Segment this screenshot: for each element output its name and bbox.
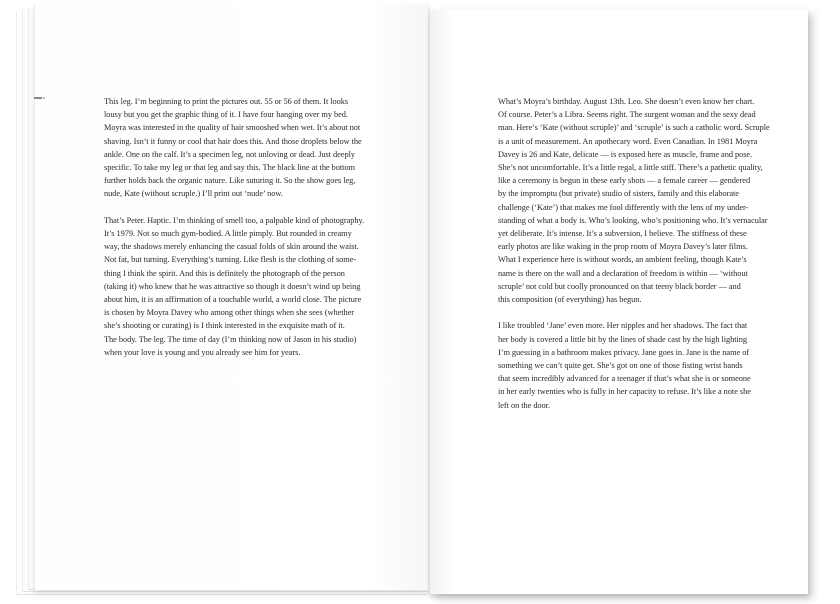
text-line: standing of what a body is. Who’s looking, who’s positioning who. It’s vernacular [498,215,768,225]
paragraph [104,95,396,201]
text-line: lousy but you get the graphic thing of it. I have four hanging over my bed. [104,110,348,120]
paragraph [498,319,788,411]
text-line: yet deliberate. It’s intense. It’s a subversion, I believe. The stiffness of these [498,229,747,239]
text-line: way, the shadows merely enhancing the casual folds of skin around the waist. [104,242,359,252]
text-line: is a unit of measurement. An apothecary word. Even Canadian. In 1981 Moyra [498,136,758,146]
text-line: like a ceremony is begun in these early shots — a female career — gendered [498,176,751,186]
text-line: she’s shooting or curating) is I think interested in the exquisite math of it. [104,321,345,331]
text-line: about him, it is an affirmation of a touchable world, a world close. The picture [104,295,362,305]
margin-mark [34,97,42,99]
paragraph [498,95,788,306]
text-line: that seem incredibly advanced for a teenager if that’s what she is or someone [498,374,751,384]
text-line: It’s 1979. Not so much gym-bodied. A little pimply. But rounded in creamy [104,229,352,239]
text-line: by the impromptu (but private) studio of sisters, family and this elaborate [498,189,739,199]
text-line: further holds back the organic nature. Like suturing it. So the show goes leg, [104,176,356,186]
text-line: scruple’ not cold but coolly pronounced on that teeny black border — and [498,281,741,291]
text-line: Not fat, but turning. Everything’s turning. Like flesh is the clothing of some- [104,255,357,265]
text-line: I like troubled ‘Jane’ even more. Her nipples and her shadows. The fact that [498,321,748,331]
text-line: man. Here’s ‘Kate (without scruple)’ and ‘scruple’ is such a catholic word. Scruple [498,123,770,133]
paragraph [104,214,396,359]
text-line: left on the door. [498,400,550,410]
text-line: is chosen by Moyra Davey who among other things when she sees (whether [104,308,354,318]
text-line: shaving. Isn’t it funny or cool that hair does this. And those droplets below the [104,136,362,146]
text-line: That’s Peter. Haptic. I’m thinking of smell too, a palpable kind of photography. [104,215,365,225]
text-line: thing I think the spirit. And this is definitely the photograph of the person [104,268,345,278]
margin-mark-dot [43,97,45,99]
text-line: her body is covered a little bit by the lines of shade cast by the high lighting [498,334,748,344]
text-line: when your love is young and you already see him for years. [104,347,301,357]
text-line: early photos are like waking in the prop room of Moyra Davey’s later films. [498,242,748,252]
text-line: Davey is 26 and Kate, delicate — is exposed here as muscle, frame and pose. [498,149,753,159]
right-page-text [498,95,788,425]
text-line: This leg. I’m beginning to print the pictures out. 55 or 56 of them. It looks [104,97,349,106]
text-line: She’s not uncomfortable. It’s a little regal, a little stiff. There’s a pathetic quality, [498,163,763,173]
text-line: this composition (of everything) has begun. [498,295,642,305]
text-line: specific. To take my leg or that leg and say this. The black line at the bottom [104,163,355,173]
text-line: ankle. One on the calf. It’s a specimen leg, not unloving or dead. Just deeply [104,149,355,159]
text-line: What’s Moyra’s birthday. August 13th. Leo. She doesn’t even know her chart. [498,97,755,106]
text-line: What I experience here is without words, an ambient feeling, though Kate’s [498,255,747,265]
text-line: in her early twenties who is fully in her capacity to refuse. It’s like a note she [498,387,751,397]
text-line: The body. The leg. The time of day (I’m thinking now of Jason in his studio) [104,334,357,344]
left-page-text [104,95,396,372]
text-line: (taking it) who knew that he was attractive so though it doesn’t wind up being [104,281,361,291]
text-line: name is there on the wall and a declaration of freedom is within — ‘without [498,268,748,278]
text-line: I’m guessing in a bathroom makes privacy. Jane goes in. Jane is the name of [498,347,750,357]
text-line: something we can’t quite get. She’s got on one of those fisting wrist bands [498,361,743,371]
text-line: challenge (‘Kate’) that makes me fool differently with the lens of my under- [498,202,749,212]
text-line: Of course. Peter’s a Libra. Seems right. The surgent woman and the sexy dead [498,110,756,120]
text-line: Moyra was interested in the quality of hair smooshed when wet. It’s about not [104,123,361,133]
text-line: nude, Kate (without scruple.) I’ll print out ‘nude’ now. [104,189,283,199]
